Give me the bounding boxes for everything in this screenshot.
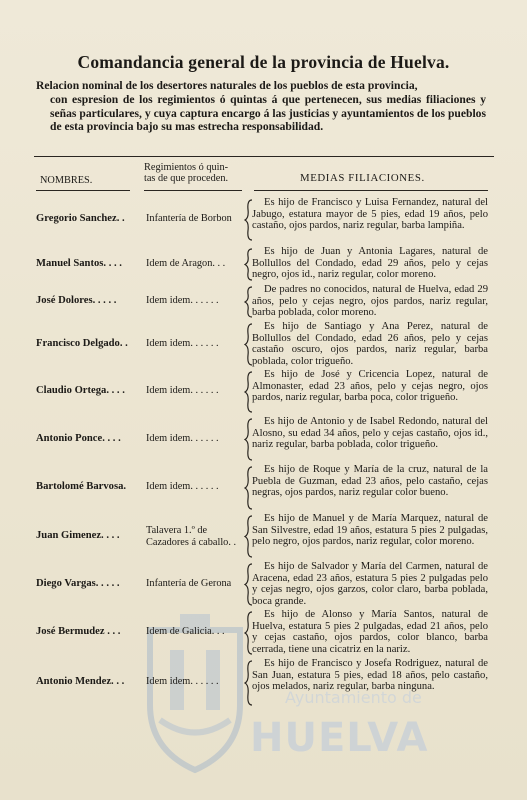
deserter-filiation — [252, 513, 488, 548]
deserter-filiation — [252, 284, 488, 319]
deserter-filiation — [252, 321, 488, 367]
deserter-filiation — [252, 561, 488, 607]
watermark-text: HUELVA — [250, 715, 429, 761]
deserter-name: Antonio Mendez. . . — [36, 676, 125, 687]
filiation-text: Es hijo de Manuel y de María Marquez, natural de San Silvestre, edad 19 años, estatura 5 pies 2 pulgadas, pelo negro, ojos pardos, nariz regular, color moreno. — [252, 513, 488, 548]
deserter-name: Manuel Santos. . . . — [36, 258, 122, 269]
filiation-text: Es hijo de José y Cricencia Lopez, natural de Almonaster, edad 23 años, pelo y cejas negro, ojos pardos, nariz regular, barba poca, color trigueño. — [252, 369, 488, 404]
table-row — [0, 609, 527, 657]
table-row — [0, 246, 527, 283]
deserter-regiment: Infantería de Borbon — [146, 213, 232, 224]
header-top-rule — [34, 156, 494, 157]
deserter-regiment: Idem idem. . . . . . — [146, 295, 219, 306]
filiation-text: Es hijo de Roque y María de la cruz, natural de la Puebla de Guzman, edad 23 años, pelo castaño, cejas negras, ojos pardos, nariz regular color bueno. — [252, 464, 488, 499]
deserter-regiment: Idem idem. . . . . . — [146, 676, 219, 687]
deserter-filiation — [252, 246, 488, 281]
intro-paragraph — [36, 79, 486, 134]
column-header-regiments-line1: Regimientos ó quin- — [144, 162, 229, 173]
deserter-filiation — [252, 369, 488, 404]
table-row — [0, 321, 527, 368]
watermark-subtext: Ayuntamiento de — [285, 688, 422, 707]
deserter-filiation — [252, 464, 488, 499]
filiation-text: Es hijo de Francisco y Josefa Rodriguez, natural de San Juan, estatura 5 pies, edad 18 años, pelo castaño, ojos melados, nariz regular, barba ninguna. — [252, 658, 488, 693]
table-row — [0, 369, 527, 415]
deserter-regiment: Idem idem. . . . . . — [146, 338, 219, 349]
table-row — [0, 197, 527, 243]
filiation-text: Es hijo de Antonio y de Isabel Redondo, natural del Alosno, su edad 34 años, pelo y cejas castaño, ojos id., nariz regular, barba poblada, color trigueño. — [252, 416, 488, 451]
deserter-regiment: Idem de Galicia. . . — [146, 626, 225, 637]
deserter-filiation — [252, 197, 488, 232]
page-title: Comandancia general de la provincia de Huelva. — [77, 52, 450, 72]
intro-rest: con espresion de los regimientos ó quintas á que pertenecen, sus medias filiaciones y señas particulares, y cuya captura encargo á las justicias y ayuntamientos de los pueblos de esta provincia bajo su mas estrecha responsabilidad. — [50, 92, 486, 134]
table-row — [0, 464, 527, 512]
table-row — [0, 561, 527, 608]
header-rule-regiments — [144, 190, 242, 191]
table-row — [0, 416, 527, 463]
table-row — [0, 658, 527, 708]
deserter-filiation — [252, 658, 488, 693]
deserter-regiment: Infantería de Gerona — [146, 578, 232, 589]
filiation-text: Es hijo de Salvador y María del Carmen, natural de Aracena, edad 23 años, estatura 5 pies 2 pulgadas pelo y cejas negro, ojos garzos, color claro, barba poblada, boca grande. — [252, 561, 488, 607]
deserter-regiment: Idem idem. . . . . . — [146, 433, 219, 444]
deserter-regiment: Talavera 1.º de Cazadores á caballo. . — [146, 525, 237, 548]
column-header-names: NOMBRES. — [40, 175, 93, 186]
deserter-name: Juan Gimenez. . . . — [36, 530, 120, 541]
filiation-text: Es hijo de Francisco y Luisa Fernandez, natural del Jabugo, estatura mayor de 5 pies, edad 19 años, pelo castaño, ojos pardos, nariz regular, barba lampiña. — [252, 197, 488, 232]
table-row — [0, 284, 527, 320]
deserter-regiment: Idem idem. . . . . . — [146, 385, 219, 396]
header-rule-filiations — [254, 190, 488, 191]
column-header-regiments-line2: tas de que proceden. — [144, 173, 229, 184]
deserter-name: Claudio Ortega. . . . — [36, 385, 125, 396]
filiation-text: Es hijo de Alonso y María Santos, natural de Huelva, estatura 5 pies 2 pulgadas, edad 21 años, pelo y cejas castaño, ojos pardos, color blanco, barba cerrada, tiene una cicatriz en la nariz. — [252, 609, 488, 655]
column-header-filiations: MEDIAS FILIACIONES. — [300, 172, 425, 184]
header-rule-names — [36, 190, 130, 191]
deserter-regiment: Idem de Aragon. . . — [146, 258, 226, 269]
table-row — [0, 513, 527, 560]
deserter-name: Francisco Delgado. . — [36, 338, 128, 349]
column-header-regiments — [144, 162, 228, 184]
deserter-name: Gregorio Sanchez. . — [36, 213, 125, 224]
filiation-text: Es hijo de Juan y Antonia Lagares, natural de Bollullos del Condado, edad 29 años, pelo y cejas negro, ojos id., nariz regular, color moreno. — [252, 246, 488, 281]
deserter-name: Bartolomé Barvosa. — [36, 481, 127, 492]
deserter-filiation — [252, 609, 488, 655]
deserter-name: José Bermudez . . . — [36, 626, 121, 637]
filiation-text: Es hijo de Santiago y Ana Perez, natural de Bollullos del Condado, edad 26 años, pelo y cejas castaño oscuro, ojos pardos, nariz regular, barba poblada, color trigueño. — [252, 321, 488, 367]
deserter-name: José Dolores. . . . . — [36, 295, 117, 306]
deserter-name: Diego Vargas. . . . . — [36, 578, 120, 589]
intro-line1: Relacion nominal de los desertores naturales de los pueblos de esta provincia, — [36, 79, 418, 92]
deserter-regiment: Idem idem. . . . . . — [146, 481, 219, 492]
filiation-text: De padres no conocidos, natural de Huelva, edad 29 años, pelo y cejas negro, ojos pardos, nariz regular, barba poblada, color moreno. — [252, 284, 488, 319]
deserter-name: Antonio Ponce. . . . — [36, 433, 121, 444]
deserter-filiation — [252, 416, 488, 451]
